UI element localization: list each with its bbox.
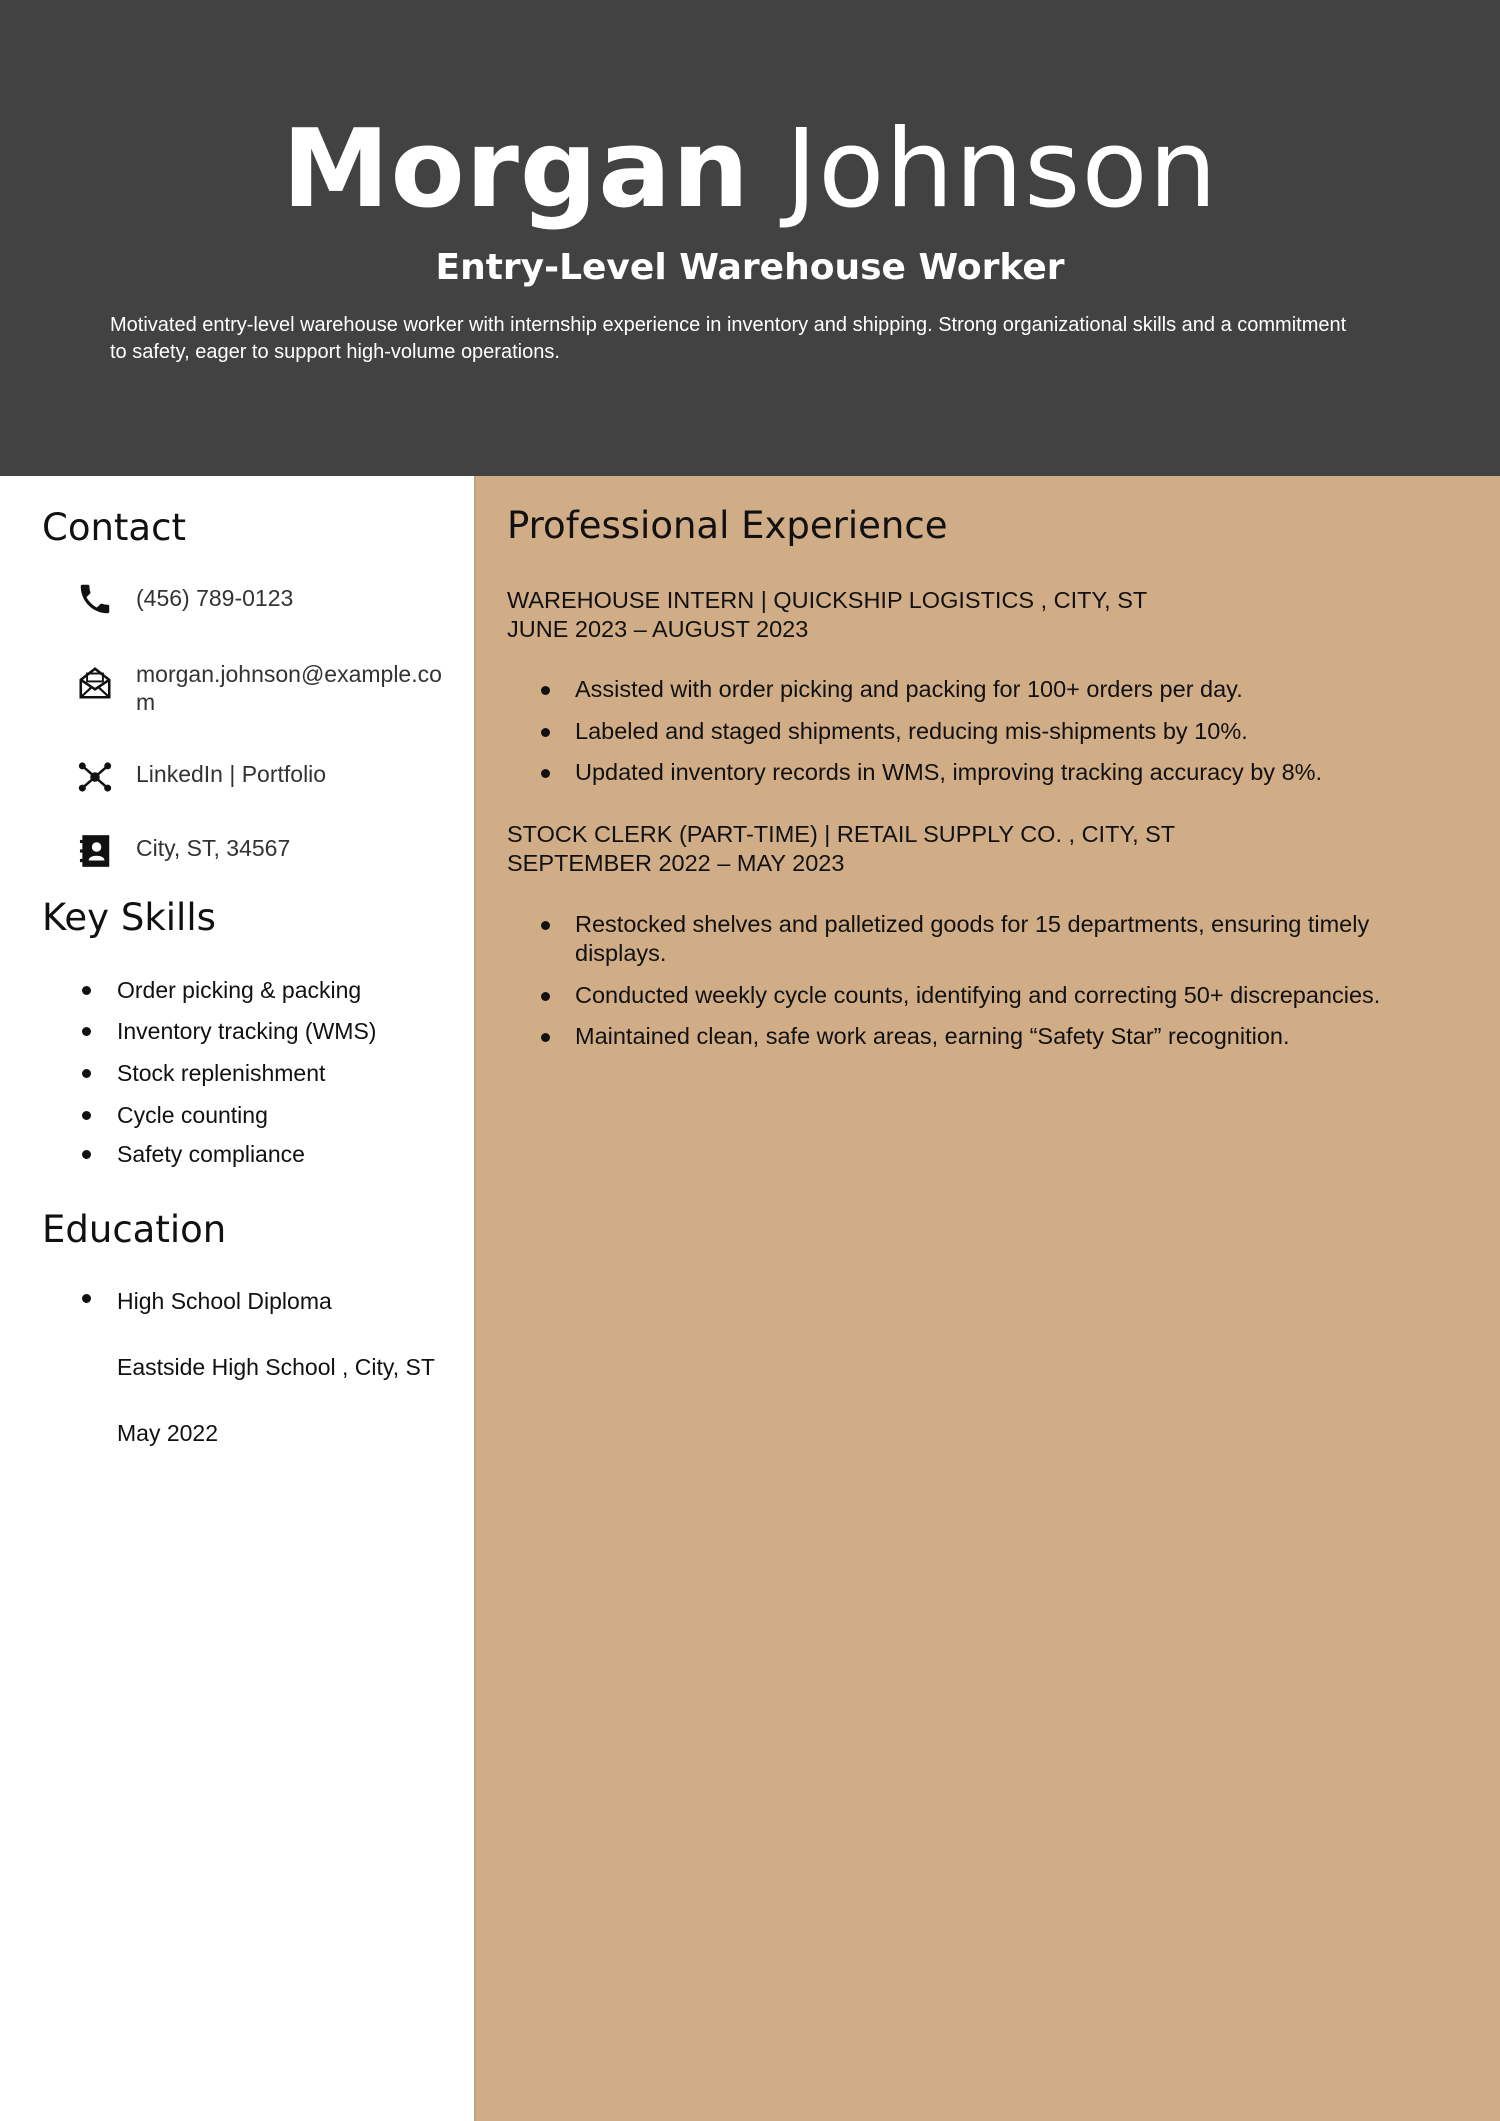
job-bullet: Updated inventory records in WMS, improving tracking accuracy by 8%. <box>575 759 1323 785</box>
job-title: Entry-Level Warehouse Worker <box>435 247 1065 288</box>
bullet-icon <box>82 1150 91 1159</box>
phone-icon <box>76 580 114 618</box>
last-name: Johnson <box>785 107 1218 232</box>
job-heading: STOCK CLERK (PART-TIME) | RETAIL SUPPLY CO. , CITY, ST <box>507 821 1176 847</box>
bullet-icon <box>541 728 550 737</box>
network-icon <box>76 758 114 796</box>
bullet-icon <box>82 1294 91 1303</box>
job-heading: WAREHOUSE INTERN | QUICKSHIP LOGISTICS , CITY, ST <box>507 587 1148 613</box>
bullet-icon <box>82 1027 91 1036</box>
bullet-icon <box>541 1033 550 1042</box>
bullet-icon <box>541 686 550 695</box>
job-bullet: Restocked shelves and palletized goods for 15 departments, ensuring timely displays. <box>575 911 1370 966</box>
phone-number: (456) 789-0123 <box>136 585 294 611</box>
job-bullet: Labeled and staged shipments, reducing mis-shipments by 10%. <box>575 718 1248 744</box>
candidate-name <box>0 108 1500 232</box>
skill-item: Safety compliance <box>117 1141 305 1167</box>
education-heading: Education <box>42 1208 227 1251</box>
first-name: Morgan <box>282 107 751 232</box>
address: City, ST, 34567 <box>136 835 291 861</box>
bullet-icon <box>82 1111 91 1120</box>
email-address: morgan.johnson@example.com <box>136 661 442 715</box>
bullet-icon <box>541 769 550 778</box>
bullet-icon <box>82 1069 91 1078</box>
contact-heading: Contact <box>42 506 186 549</box>
resume-header <box>0 0 1500 476</box>
main-content <box>474 476 1500 2121</box>
bullet-icon <box>541 921 550 930</box>
job-bullet: Maintained clean, safe work areas, earning “Safety Star” recognition. <box>575 1023 1290 1049</box>
job-dates: SEPTEMBER 2022 – MAY 2023 <box>507 850 845 876</box>
sidebar <box>0 476 474 2121</box>
education-school: Eastside High School , City, ST <box>117 1354 435 1380</box>
bullet-icon <box>82 986 91 995</box>
skill-item: Stock replenishment <box>117 1060 326 1086</box>
skills-heading: Key Skills <box>42 896 216 939</box>
skill-item: Inventory tracking (WMS) <box>117 1018 377 1044</box>
job-bullet: Assisted with order picking and packing for 100+ orders per day. <box>575 676 1243 702</box>
experience-heading: Professional Experience <box>507 504 948 547</box>
job-dates: JUNE 2023 – AUGUST 2023 <box>507 616 809 642</box>
address-book-icon <box>76 832 114 870</box>
profile-links[interactable]: LinkedIn | Portfolio <box>136 761 327 787</box>
skill-item: Order picking & packing <box>117 977 362 1003</box>
envelope-icon <box>76 664 114 702</box>
education-date: May 2022 <box>117 1420 219 1446</box>
bullet-icon <box>541 992 550 1001</box>
education-degree: High School Diploma <box>117 1288 332 1314</box>
job-bullet: Conducted weekly cycle counts, identifying and correcting 50+ discrepancies. <box>575 982 1381 1008</box>
profile-summary: Motivated entry-level warehouse worker with internship experience in inventory and shipping. Strong organizational skills and a commitment to safety, eager to support high-volume operations. <box>110 314 1347 363</box>
skill-item: Cycle counting <box>117 1102 268 1128</box>
